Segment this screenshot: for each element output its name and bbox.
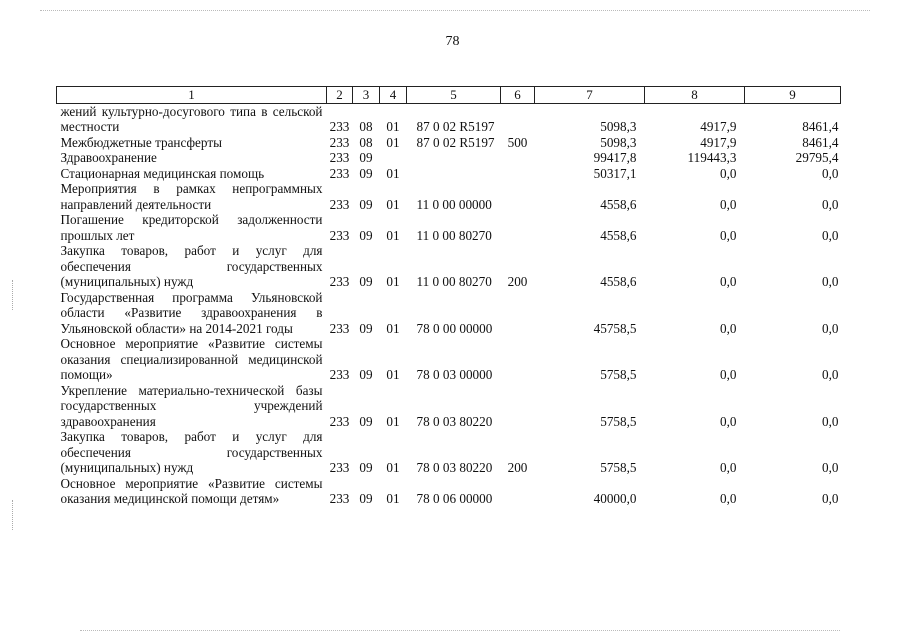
- row-col-7: 5098,3: [600, 119, 637, 134]
- row-name: Закупка товаров, работ и услуг для обеспечения государственных (муниципальных) нужд: [60, 429, 323, 475]
- row-col-7: 4558,6: [600, 227, 637, 243]
- row-col-4: 01: [386, 274, 400, 289]
- row-col-9: 0,0: [822, 491, 839, 506]
- row-col-6: [501, 383, 535, 430]
- header-col-4: 4: [380, 87, 407, 104]
- row-col-4: 01: [386, 119, 400, 134]
- table-row: [57, 336, 841, 383]
- row-col-4: 01: [386, 320, 400, 336]
- row-col-5: 11 0 00 80270: [416, 274, 492, 289]
- row-col-4: 01: [386, 134, 400, 150]
- row-col-8: 0,0: [720, 227, 737, 243]
- header-col-5: 5: [407, 87, 501, 104]
- row-col-3: 09: [359, 491, 373, 506]
- row-col-6: 500: [507, 134, 528, 150]
- row-col-3: 09: [359, 196, 373, 212]
- row-col-3: 09: [359, 320, 373, 336]
- row-col-3: 09: [359, 274, 373, 289]
- header-col-3: 3: [353, 87, 380, 104]
- row-col-2: 233: [329, 320, 350, 336]
- row-col-8: 0,0: [720, 165, 737, 181]
- row-col-4: 01: [386, 196, 400, 212]
- scan-artifact-left: [12, 280, 14, 310]
- row-col-3: 09: [359, 227, 373, 243]
- header-col-1: 1: [57, 87, 327, 104]
- row-col-9: 0,0: [822, 320, 839, 336]
- row-col-9: 8461,4: [802, 119, 839, 134]
- row-col-6: [501, 150, 535, 166]
- row-col-9: 0,0: [822, 196, 839, 212]
- row-col-8: 119443,3: [687, 150, 737, 165]
- row-name: Мероприятия в рамках непрограммных направлений деятельности: [60, 181, 323, 212]
- table-row: [57, 212, 841, 243]
- row-col-7: 4558,6: [600, 274, 637, 289]
- table-row: [57, 290, 841, 337]
- row-name: Здравоохранение: [60, 150, 157, 165]
- row-col-6: [501, 476, 535, 507]
- header-col-7: 7: [535, 87, 645, 104]
- row-col-8: 0,0: [720, 413, 737, 429]
- row-col-5: 87 0 02 R5197: [416, 134, 495, 150]
- row-col-7: 50317,1: [593, 165, 637, 181]
- row-name: Стационарная медицинская помощь: [60, 165, 265, 181]
- row-col-8: 0,0: [720, 491, 737, 506]
- row-col-4: 01: [386, 491, 400, 506]
- row-col-7: 5758,5: [600, 460, 637, 475]
- row-col-8: 4917,9: [700, 134, 737, 150]
- row-name: Основное мероприятие «Развитие системы оказания медицинской помощи детям»: [60, 475, 323, 506]
- table-row: [57, 243, 841, 290]
- row-col-6: [501, 336, 535, 383]
- row-col-2: 233: [329, 150, 350, 165]
- table-row: [57, 103, 841, 135]
- row-name: Закупка товаров, работ и услуг для обеспечения государственных (муниципальных) нужд: [60, 243, 323, 289]
- row-col-8: 0,0: [720, 196, 737, 212]
- row-col-4: 01: [386, 165, 400, 181]
- row-col-9: 0,0: [822, 460, 839, 475]
- row-col-3: 09: [359, 150, 373, 165]
- row-col-2: 233: [329, 460, 350, 475]
- table-row: [57, 383, 841, 430]
- row-col-5: 78 0 03 00000: [416, 367, 493, 382]
- row-col-5: 11 0 00 00000: [416, 196, 492, 212]
- row-col-4: [380, 150, 407, 166]
- row-col-2: 233: [329, 119, 350, 134]
- row-col-4: 01: [386, 413, 400, 429]
- row-name: Межбюджетные трансферты: [60, 134, 222, 150]
- row-col-2: 233: [329, 274, 350, 289]
- scan-artifact-top: [40, 10, 870, 12]
- row-col-8: 0,0: [720, 274, 737, 289]
- row-col-6: 200: [507, 274, 528, 289]
- row-col-2: 233: [329, 227, 350, 243]
- row-col-4: 01: [386, 367, 400, 382]
- header-col-2: 2: [327, 87, 353, 104]
- table-row: [57, 181, 841, 212]
- scan-artifact-bottom: [80, 630, 840, 632]
- row-col-6: [501, 103, 535, 135]
- row-col-9: 0,0: [822, 227, 839, 243]
- header-col-8: 8: [645, 87, 745, 104]
- row-col-9: 29795,4: [795, 150, 839, 165]
- row-col-6: [501, 166, 535, 182]
- row-col-9: 8461,4: [802, 134, 839, 150]
- row-col-6: [501, 181, 535, 212]
- row-col-6: [501, 290, 535, 337]
- row-name: Погашение кредиторской задолженности прошлых лет: [60, 212, 323, 243]
- table-row: [57, 429, 841, 476]
- table-row: [57, 476, 841, 507]
- row-col-5: 78 0 00 00000: [416, 320, 493, 336]
- row-name: Укрепление материально-технической базы государственных учреждений здравоохранения: [60, 382, 323, 429]
- row-col-9: 0,0: [822, 274, 839, 289]
- row-col-3: 09: [359, 367, 373, 382]
- row-col-7: 5098,3: [600, 134, 637, 150]
- row-col-5: 87 0 02 R5197: [416, 119, 495, 134]
- row-name: жений культурно-досугового типа в сельской местности: [60, 103, 323, 134]
- row-name: Основное мероприятие «Развитие системы оказания специализированной медицинской помощи»: [60, 336, 323, 382]
- row-col-7: 40000,0: [593, 491, 637, 506]
- row-col-3: 08: [359, 119, 373, 134]
- row-name: Государственная программа Ульяновской области «Развитие здравоохранения в Ульяновской области» на 2014-2021 годы: [60, 289, 323, 336]
- table-row: [57, 135, 841, 151]
- row-col-5: 78 0 03 80220: [416, 413, 493, 429]
- row-col-2: 233: [329, 413, 350, 429]
- row-col-8: 4917,9: [700, 119, 737, 134]
- row-col-7: 45758,5: [593, 320, 637, 336]
- header-col-6: 6: [501, 87, 535, 104]
- row-col-7: 4558,6: [600, 196, 637, 212]
- row-col-2: 233: [329, 367, 350, 382]
- row-col-3: 09: [359, 460, 373, 475]
- table-row: [57, 150, 841, 166]
- page-number: 78: [445, 34, 460, 49]
- row-col-5: [407, 166, 501, 182]
- row-col-9: 0,0: [822, 367, 839, 382]
- row-col-7: 5758,5: [600, 413, 637, 429]
- row-col-3: 09: [359, 165, 373, 181]
- row-col-8: 0,0: [720, 320, 737, 336]
- row-col-2: 233: [329, 134, 350, 150]
- row-col-7: 99417,8: [593, 150, 637, 165]
- row-col-3: 09: [359, 413, 373, 429]
- row-col-6: 200: [507, 460, 528, 475]
- header-col-9: 9: [745, 87, 841, 104]
- row-col-4: 01: [386, 227, 400, 243]
- table-row: [57, 166, 841, 182]
- budget-table: [56, 86, 841, 507]
- row-col-4: 01: [386, 460, 400, 475]
- row-col-2: 233: [329, 165, 350, 181]
- row-col-7: 5758,5: [600, 367, 637, 382]
- row-col-5: 78 0 06 00000: [416, 491, 493, 506]
- row-col-2: 233: [329, 491, 350, 506]
- row-col-5: 11 0 00 80270: [416, 227, 492, 243]
- row-col-9: 0,0: [822, 165, 839, 181]
- row-col-2: 233: [329, 196, 350, 212]
- row-col-6: [501, 212, 535, 243]
- table-header-row: [57, 87, 841, 104]
- row-col-3: 08: [359, 134, 373, 150]
- row-col-8: 0,0: [720, 460, 737, 475]
- row-col-5: 78 0 03 80220: [416, 460, 493, 475]
- scan-artifact-left-lower: [12, 500, 14, 530]
- row-col-9: 0,0: [822, 413, 839, 429]
- row-col-8: 0,0: [720, 367, 737, 382]
- row-col-5: [407, 150, 501, 166]
